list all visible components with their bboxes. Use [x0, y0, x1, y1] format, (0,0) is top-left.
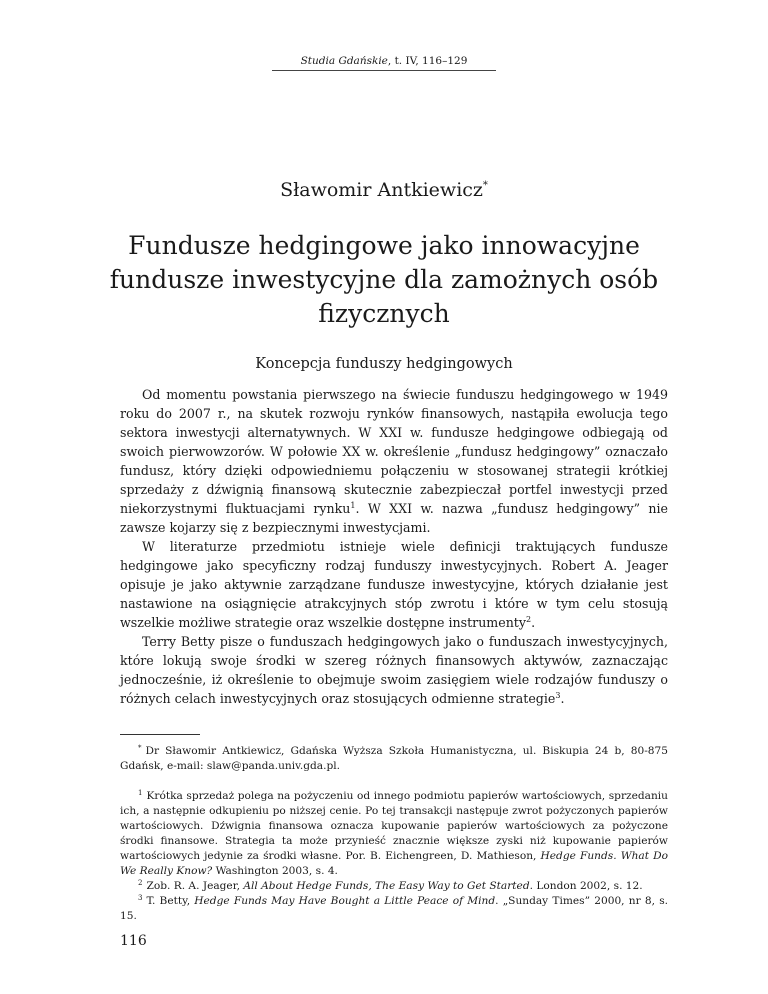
- footnote-text-end: . „Sunday Times” 2000, nr 8, s. 15.: [120, 895, 669, 922]
- author-name: Sławomir Antkiewicz: [280, 179, 483, 201]
- paragraph: [120, 537, 668, 632]
- journal-name: Studia Gdańskie: [300, 55, 388, 67]
- header-divider: [272, 70, 496, 71]
- section-heading: Koncepcja funduszy hedgingowych: [255, 356, 513, 372]
- author-footnote-marker: *: [482, 180, 488, 191]
- footnote-work-title: All About Hedge Funds, The Easy Way to Get Started: [243, 880, 530, 892]
- page-number: 116: [120, 933, 147, 949]
- footnote-text: Zob. R. A. Jeager,: [146, 880, 244, 892]
- footnote-author: [120, 744, 668, 774]
- paragraph: [120, 385, 668, 537]
- article-title: Fundusze hedgingowe jako innowacyjne fundusze inwestycyjne dla zamożnych osób fizycznych: [109, 231, 659, 328]
- footnote-marker: 1: [138, 789, 143, 797]
- paragraph-text-end: .: [560, 691, 565, 706]
- paragraph-text: Terry Betty pisze o funduszach hedgingowych jako o funduszach inwestycyjnych, które lokują swoje środki w szereg różnych finansowych aktywów, zaznaczając jednocześnie, iż określenie to obejmuje swoim zasięgiem wiele rodzajów funduszy o różnych celach inwestycyjnych oraz stosujących odmienne strategie: [120, 634, 668, 706]
- footnote-text: T. Betty,: [146, 895, 195, 907]
- paragraph-text-end: . W XXI w. nazwa „fundusz hedgingowy” nie zawsze kojarzy się z bezpiecznymi inwestycjami.: [120, 501, 668, 535]
- footnote-text: Krótka sprzedaż polega na pożyczeniu od innego podmiotu papierów wartościowych, sprzedaniu ich, a następnie odkupieniu po niższej cenie. Po tej transakcji następuje zwrot pożyczonych papierów wartościowych. Dźwignia finansowa oznacza kupowanie papierów wartościowych za pożyczone środki finansowe. Strategia ta może przynieść znacznie większe zyski niż kupowanie papierów wartościowych jedynie za środki własne. Por. B. Eichengreen, D. Mathieson,: [120, 790, 668, 862]
- footnote-text-end: Washington 2003, s. 4.: [212, 865, 338, 877]
- footnote-ref[interactable]: 3: [555, 691, 561, 700]
- footnote-3: [120, 894, 668, 924]
- footnote-ref[interactable]: 2: [525, 615, 532, 624]
- footnote-work-title: Hedge Funds May Have Bought a Little Peace of Mind: [194, 895, 496, 907]
- paragraph-text: W literaturze przedmiotu istnieje wiele definicji traktujących fundusze hedgingowe jako specyficzny rodzaj funduszy inwestycyjnych. Robert A. Jeager opisuje je jako aktywnie zarządzane fundusze inwestycyjne, których działanie jest nastawione na osiągnięcie atrakcyjnych stóp zwrotu i które w tym celu stosują wszelkie możliwe strategie oraz wszelkie dostępne instrumenty: [120, 539, 668, 630]
- paragraph: [120, 632, 668, 708]
- footnote-marker: 2: [138, 879, 143, 887]
- footnote-divider: [120, 734, 200, 735]
- footnote-work-title: Hedge Funds. What Do We Really Know?: [120, 850, 668, 877]
- paragraph-text-end: .: [531, 615, 536, 630]
- footnotes: [120, 744, 668, 924]
- journal-volume-pages: , t. IV, 116–129: [387, 55, 468, 67]
- footnote-2: [120, 879, 668, 894]
- article-body: [120, 385, 668, 708]
- footnote-marker: 3: [138, 894, 143, 902]
- footnote-ref[interactable]: 1: [350, 501, 356, 510]
- footnote-text-end: . London 2002, s. 12.: [529, 880, 643, 892]
- footnote-1: [120, 789, 668, 879]
- running-header: [0, 54, 768, 68]
- author-line: [0, 174, 768, 202]
- footnote-text: Dr Sławomir Antkiewicz, Gdańska Wyższa Szkoła Humanistyczna, ul. Biskupia 24 b, 80-875 Gdańsk, e-mail: slaw@panda.univ.gda.pl.: [120, 745, 668, 772]
- paragraph-text: Od momentu powstania pierwszego na świecie funduszu hedgingowego w 1949 roku do 2007 r., na skutek rozwoju rynków finansowych, nastąpiła ewolucja tego sektora inwestycji alternatywnych. W XXI w. fundusze hedgingowe odbiegają od swoich pierwowzorów. W połowie XX w. określenie „fundusz hedgingowy” oznaczało fundusz, który dzięki odpowiedniemu połączeniu w stosowanej strategii krótkiej sprzedaży z dźwignią finansową skutecznie zabezpieczał portfel inwestycji przed niekorzystnymi fluktuacjami rynku: [120, 387, 668, 516]
- footnote-marker: *: [138, 744, 142, 752]
